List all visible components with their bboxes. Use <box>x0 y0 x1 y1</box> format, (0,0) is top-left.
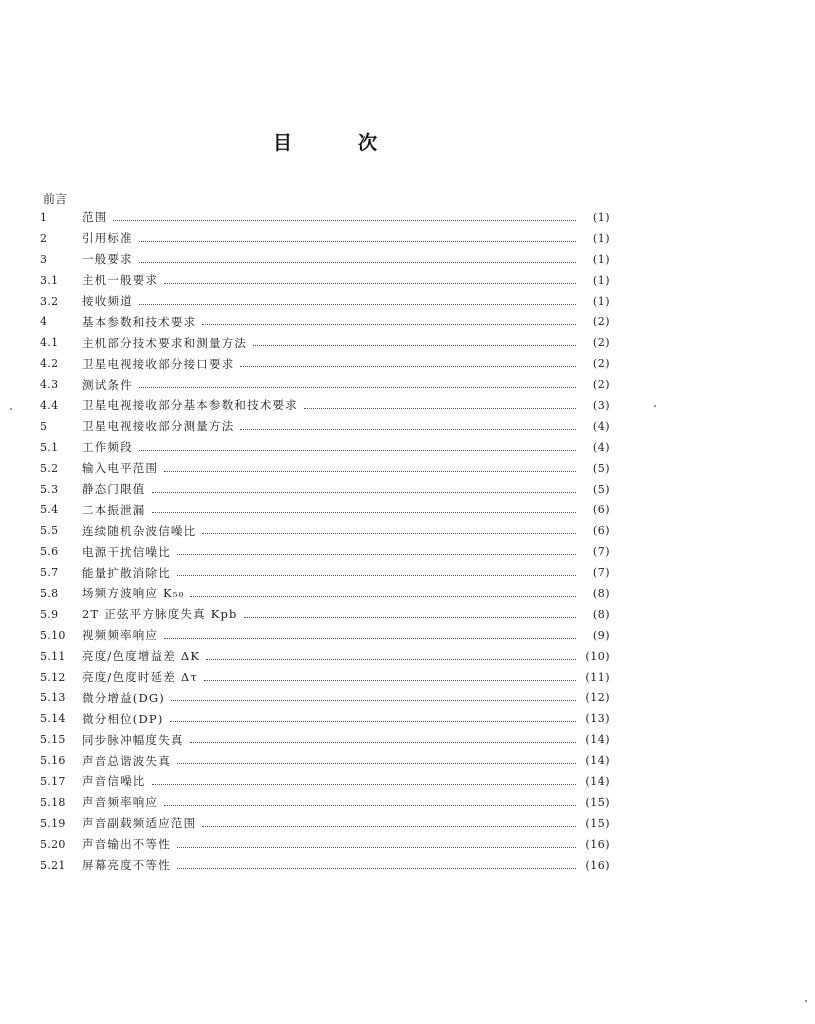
toc-title-char-1: 目 <box>273 132 293 154</box>
toc-entry-label: 输入电平范围 <box>82 461 159 476</box>
toc-entry[interactable] <box>40 228 610 249</box>
toc-entry-label: 屏幕亮度不等性 <box>82 858 171 873</box>
toc-entry-page: (14) <box>585 733 610 747</box>
toc-entry-label: 声音副载频适应范围 <box>82 816 197 831</box>
toc-dot-leader <box>253 345 576 346</box>
toc-dot-leader <box>202 324 576 325</box>
toc-entry-page: (5) <box>592 461 610 475</box>
toc-dot-leader <box>152 512 577 513</box>
toc-dot-leader <box>240 429 576 430</box>
toc-entry-label: 2T 正弦平方脉度失真 Kpb <box>82 607 238 622</box>
toc-dot-leader <box>139 304 576 305</box>
toc-dot-leader <box>206 659 576 660</box>
toc-entry-page: (16) <box>585 858 610 872</box>
toc-entry[interactable] <box>40 458 610 479</box>
toc-entry-page: (1) <box>592 294 610 308</box>
toc-entry-label: 场频方波响应 K₅₀ <box>82 586 185 601</box>
toc-entry-number: 5.17 <box>40 774 66 788</box>
toc-entry-number: 4.3 <box>40 378 59 392</box>
toc-entry-page: (14) <box>585 774 610 788</box>
toc-entry-page: (15) <box>585 816 610 830</box>
toc-entry[interactable] <box>40 332 610 353</box>
toc-entry-number: 5.1 <box>40 440 59 454</box>
toc-dot-leader <box>177 554 576 555</box>
toc-entry-page: (15) <box>585 795 610 809</box>
toc-entry-label: 同步脉冲幅度失真 <box>82 732 184 747</box>
toc-entry[interactable] <box>40 562 610 583</box>
toc-entry-label: 卫星电视接收部分测量方法 <box>82 419 235 434</box>
toc-entry[interactable] <box>40 249 610 270</box>
toc-entry-number: 5.7 <box>40 566 59 580</box>
toc-entry-number: 4 <box>40 315 48 329</box>
toc-entry[interactable] <box>40 353 610 374</box>
toc-entry-label: 声音频率响应 <box>82 795 159 810</box>
toc-entry-label: 工作频段 <box>82 440 133 455</box>
toc-entry[interactable] <box>40 792 610 813</box>
toc-entry-number: 4.2 <box>40 357 59 371</box>
toc-entry-number: 5.8 <box>40 586 59 600</box>
toc-entry-label: 测试条件 <box>82 377 133 392</box>
toc-entry[interactable] <box>40 416 610 437</box>
toc-entry-label: 声音信噪比 <box>82 774 146 789</box>
toc-entry-number: 4.4 <box>40 398 59 412</box>
toc-entry-page: (9) <box>592 628 610 642</box>
toc-dot-leader <box>164 471 576 472</box>
toc-entry[interactable] <box>40 729 610 750</box>
toc-entry[interactable] <box>40 771 610 792</box>
toc-entry-page: (2) <box>592 315 610 329</box>
toc-entry[interactable] <box>40 520 610 541</box>
toc-dot-leader <box>177 847 576 848</box>
toc-dot-leader <box>139 241 576 242</box>
toc-entry-number: 5.6 <box>40 545 59 559</box>
toc-dot-leader <box>177 868 576 869</box>
toc-entry-label: 视频频率响应 <box>82 628 159 643</box>
toc-dot-leader <box>170 721 576 722</box>
toc-preface-entry[interactable]: 前言 <box>43 192 68 206</box>
toc-entry-page: (2) <box>592 336 610 350</box>
toc-entry[interactable] <box>40 687 610 708</box>
toc-entry[interactable] <box>40 291 610 312</box>
toc-dot-leader <box>190 596 576 597</box>
toc-entry-number: 3.2 <box>40 294 59 308</box>
toc-title <box>0 130 815 156</box>
toc-entry[interactable] <box>40 207 610 228</box>
toc-entry-number: 5.18 <box>40 795 66 809</box>
table-of-contents <box>40 207 610 876</box>
toc-dot-leader <box>240 366 576 367</box>
toc-entry[interactable] <box>40 750 610 771</box>
toc-dot-leader <box>177 575 576 576</box>
toc-entry-page: (12) <box>585 691 610 705</box>
toc-entry-number: 2 <box>40 231 48 245</box>
toc-dot-leader <box>190 742 576 743</box>
toc-entry[interactable] <box>40 667 610 688</box>
toc-entry-number: 5.14 <box>40 712 66 726</box>
toc-entry-label: 能量扩散消除比 <box>82 565 171 580</box>
toc-entry-label: 引用标准 <box>82 231 133 246</box>
toc-entry-page: (10) <box>585 649 610 663</box>
toc-entry-label: 亮度/色度增益差 ΔK <box>82 649 201 664</box>
toc-entry-page: (2) <box>592 378 610 392</box>
toc-entry-label: 亮度/色度时延差 Δτ <box>82 670 198 685</box>
toc-entry-number: 5.9 <box>40 607 59 621</box>
toc-entry-label: 卫星电视接收部分接口要求 <box>82 356 235 371</box>
toc-entry-number: 5.20 <box>40 837 66 851</box>
toc-entry[interactable] <box>40 395 610 416</box>
toc-entry[interactable] <box>40 437 610 458</box>
toc-dot-leader <box>164 283 576 284</box>
toc-dot-leader <box>152 492 577 493</box>
toc-dot-leader <box>304 408 576 409</box>
toc-entry[interactable] <box>40 583 610 604</box>
toc-entry-number: 1 <box>40 210 48 224</box>
toc-entry-page: (4) <box>592 440 610 454</box>
toc-entry-label: 主机一般要求 <box>82 273 159 288</box>
toc-entry-label: 微分增益(DG) <box>82 690 165 705</box>
toc-entry-label: 电源干扰信噪比 <box>82 544 171 559</box>
toc-entry-page: (7) <box>592 545 610 559</box>
toc-entry-page: (6) <box>592 524 610 538</box>
toc-entry-label: 静态门限值 <box>82 482 146 497</box>
toc-entry-number: 5.2 <box>40 461 59 475</box>
toc-entry-number: 5 <box>40 419 48 433</box>
toc-entry-page: (16) <box>585 837 610 851</box>
toc-entry-page: (8) <box>592 607 610 621</box>
toc-entry[interactable] <box>40 374 610 395</box>
toc-entry[interactable] <box>40 499 610 520</box>
toc-dot-leader <box>139 387 576 388</box>
toc-entry-label: 范围 <box>82 210 108 225</box>
toc-entry-label: 基本参数和技术要求 <box>82 314 197 329</box>
toc-entry-page: (4) <box>592 419 610 433</box>
toc-entry-page: (2) <box>592 357 610 371</box>
toc-dot-leader <box>171 700 576 701</box>
toc-dot-leader <box>244 617 576 618</box>
toc-entry-page: (13) <box>585 712 610 726</box>
toc-entry-number: 4.1 <box>40 336 59 350</box>
toc-entry[interactable] <box>40 813 610 834</box>
toc-entry-label: 一般要求 <box>82 252 133 267</box>
toc-dot-leader <box>164 805 576 806</box>
toc-entry[interactable] <box>40 311 610 332</box>
toc-dot-leader <box>202 826 576 827</box>
toc-dot-leader <box>152 784 577 785</box>
toc-entry-page: (8) <box>592 586 610 600</box>
toc-dot-leader <box>177 763 576 764</box>
scan-speck <box>805 1000 807 1002</box>
toc-entry-page: (6) <box>592 503 610 517</box>
toc-entry-number: 5.4 <box>40 503 59 517</box>
toc-entry-page: (11) <box>585 670 610 684</box>
toc-entry-number: 5.21 <box>40 858 66 872</box>
toc-entry-number: 3.1 <box>40 273 59 287</box>
toc-entry-number: 3 <box>40 252 48 266</box>
toc-entry-number: 5.11 <box>40 649 66 663</box>
toc-dot-leader <box>202 533 576 534</box>
toc-entry-label: 接收频道 <box>82 294 133 308</box>
toc-entry-number: 5.15 <box>40 733 66 747</box>
toc-dot-leader <box>113 220 576 221</box>
scan-speck <box>654 405 656 407</box>
toc-entry-page: (7) <box>592 566 610 580</box>
scan-speck <box>10 408 12 410</box>
toc-entry[interactable] <box>40 834 610 855</box>
toc-entry-label: 主机部分技术要求和测量方法 <box>82 335 248 350</box>
toc-entry[interactable] <box>40 541 610 562</box>
toc-entry[interactable] <box>40 708 610 729</box>
toc-entry-page: (5) <box>592 482 610 496</box>
toc-entry-label: 声音输出不等性 <box>82 837 171 852</box>
toc-entry-page: (1) <box>592 231 610 245</box>
toc-entry-label: 微分相位(DP) <box>82 711 164 726</box>
toc-entry-number: 5.5 <box>40 524 59 538</box>
toc-dot-leader <box>139 450 576 451</box>
toc-entry-label: 卫星电视接收部分基本参数和技术要求 <box>82 398 298 413</box>
toc-entry-page: (14) <box>585 754 610 768</box>
toc-entry-number: 5.10 <box>40 628 66 642</box>
toc-entry[interactable] <box>40 604 610 625</box>
toc-entry-number: 5.19 <box>40 816 66 830</box>
toc-entry-page: (3) <box>592 398 610 412</box>
toc-dot-leader <box>204 680 576 681</box>
toc-entry[interactable] <box>40 646 610 667</box>
toc-entry-number: 5.16 <box>40 754 66 768</box>
toc-entry-number: 5.13 <box>40 691 66 705</box>
toc-entry-page: (1) <box>592 252 610 266</box>
toc-entry-number: 5.3 <box>40 482 59 496</box>
toc-entry[interactable] <box>40 270 610 291</box>
toc-title-char-2: 次 <box>358 132 378 154</box>
toc-entry-label: 声音总谐波失真 <box>82 753 171 768</box>
toc-entry-label: 二本振泄漏 <box>82 502 146 517</box>
toc-entry[interactable] <box>40 479 610 500</box>
toc-entry-page: (1) <box>592 273 610 287</box>
toc-entry-label: 连续随机杂波信噪比 <box>82 523 197 538</box>
toc-entry-number: 5.12 <box>40 670 66 684</box>
toc-dot-leader <box>164 638 576 639</box>
toc-entry[interactable] <box>40 855 610 876</box>
toc-entry[interactable] <box>40 625 610 646</box>
toc-dot-leader <box>139 262 576 263</box>
toc-entry-page: (1) <box>592 210 610 224</box>
